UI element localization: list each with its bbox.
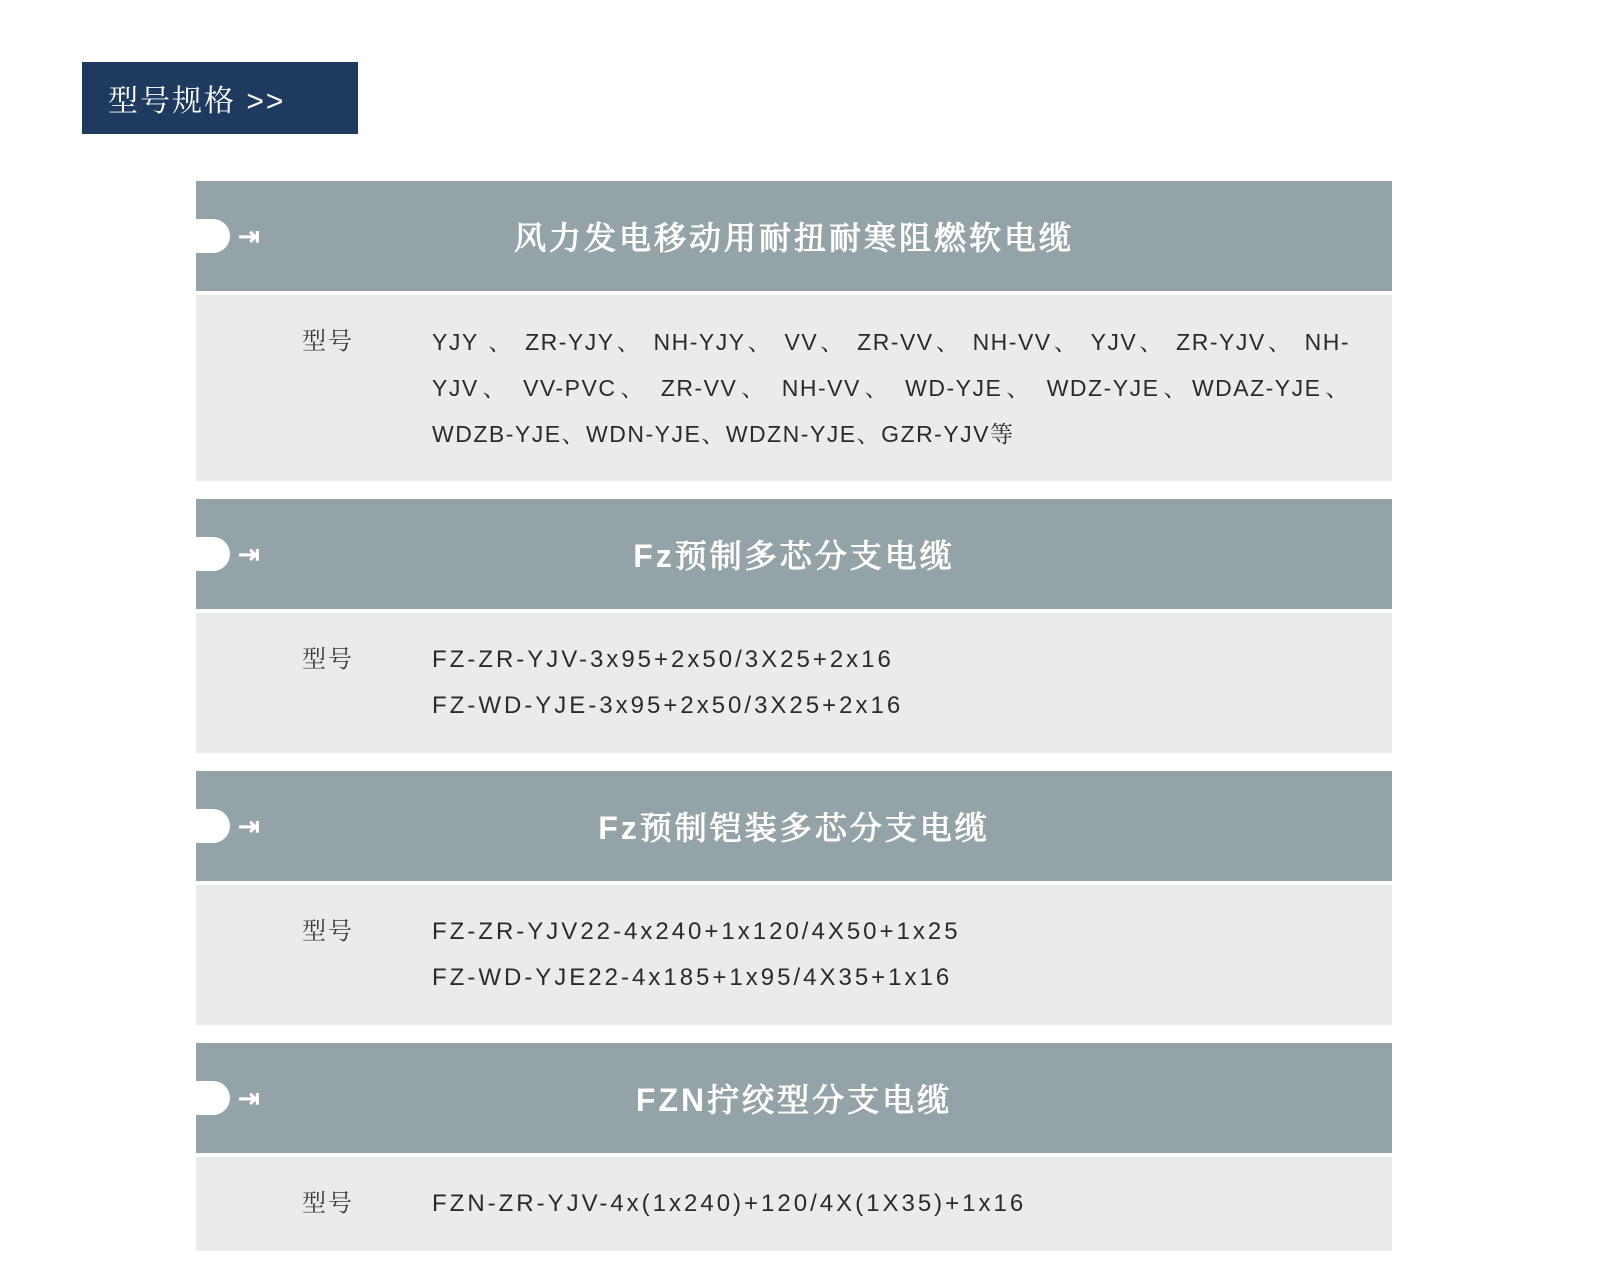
spec-section (196, 499, 1392, 753)
spec-value-line: FZ-ZR-YJV22-4x240+1x120/4X50+1x25 (432, 918, 961, 945)
notch-decoration (196, 1081, 230, 1115)
section-badge-label: 型号规格 >> (108, 85, 286, 118)
spec-section (196, 181, 1392, 481)
spec-value-line: FZ-WD-YJE22-4x185+1x95/4X35+1x16 (432, 964, 953, 991)
section-badge (82, 62, 358, 134)
spec-section-header (196, 499, 1392, 609)
spec-value-line: FZN-ZR-YJV-4x(1x240)+120/4X(1X35)+1x16 (432, 1190, 1027, 1217)
spec-section-title: Fz预制铠装多芯分支电缆 (598, 810, 990, 846)
spec-value-line: YJY 、 ZR-YJY、 NH-YJY、 VV、 ZR-VV、 NH-VV、 YJV、 ZR-YJV、 NH-YJV、 VV-PVC、 ZR-VV、 NH-VV、 WD-YJE、 WDZ-YJE、WDAZ-YJE、WDZB-YJE、WDN-YJE、WDZN-YJE、GZR-YJV等 (432, 329, 1350, 447)
spec-section (196, 1043, 1392, 1251)
spec-section-header (196, 181, 1392, 291)
spec-row (196, 885, 1392, 1025)
spec-row-label: 型号 (302, 328, 354, 355)
notch-decoration (196, 809, 230, 843)
spec-section-header (196, 771, 1392, 881)
spec-table (196, 181, 1392, 1255)
spec-row-label: 型号 (302, 646, 354, 673)
spec-value-line: FZ-WD-YJE-3x95+2x50/3X25+2x16 (432, 692, 904, 719)
notch-decoration (196, 537, 230, 571)
spec-row (196, 613, 1392, 753)
spec-row-value (432, 319, 1392, 457)
spec-section-title: Fz预制多芯分支电缆 (633, 538, 955, 574)
spec-section (196, 771, 1392, 1025)
spec-section-title: FZN拧绞型分支电缆 (635, 1082, 953, 1118)
spec-row (196, 295, 1392, 481)
spec-section-title: 风力发电移动用耐扭耐寒阻燃软电缆 (513, 220, 1074, 256)
arrow-right-icon: ⇥ (238, 811, 260, 841)
spec-row-label: 型号 (302, 1190, 354, 1217)
spec-row (196, 1157, 1392, 1251)
notch-decoration (196, 219, 230, 253)
spec-row-value (432, 909, 1392, 1001)
arrow-right-icon: ⇥ (238, 1083, 260, 1113)
spec-row-value (432, 1181, 1392, 1227)
arrow-right-icon: ⇥ (238, 221, 260, 251)
spec-value-line: FZ-ZR-YJV-3x95+2x50/3X25+2x16 (432, 646, 894, 673)
spec-row-label: 型号 (302, 918, 354, 945)
spec-section-header (196, 1043, 1392, 1153)
spec-row-value (432, 637, 1392, 729)
arrow-right-icon: ⇥ (238, 539, 260, 569)
